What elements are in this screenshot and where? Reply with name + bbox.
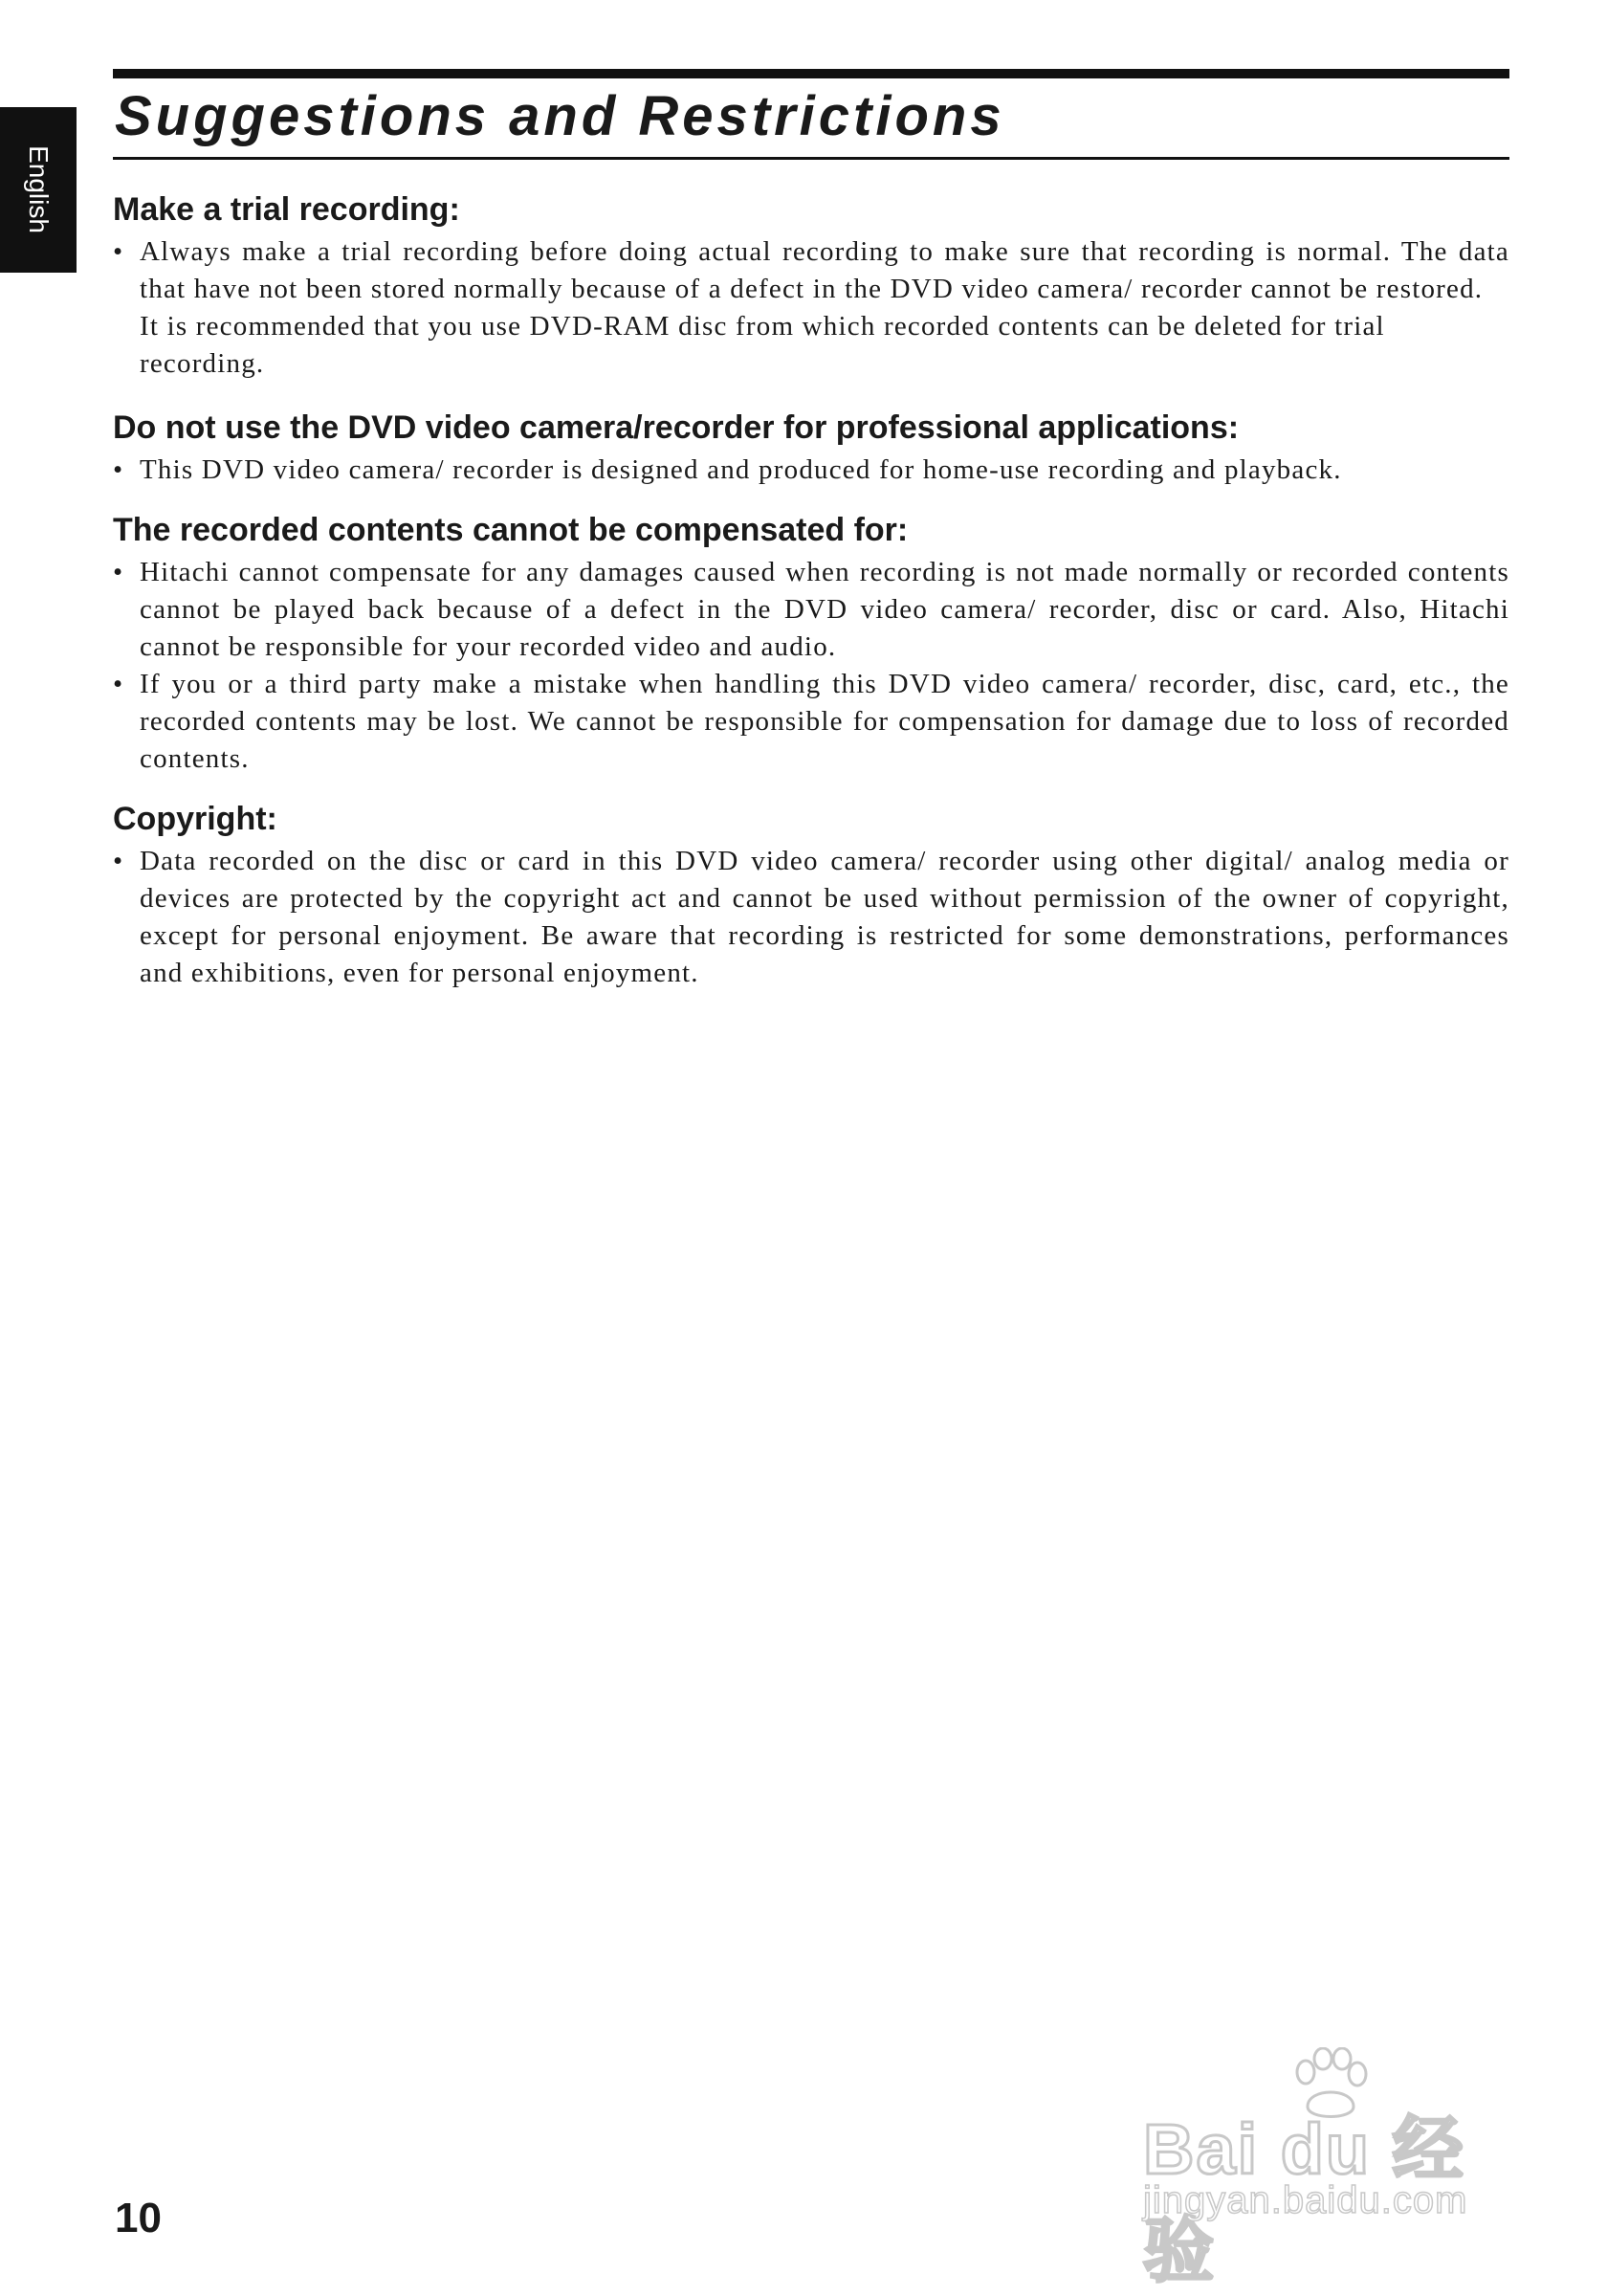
language-tab: [0, 107, 77, 273]
list-item: • Always make a trial recording before doing actual recording to make sure that recording is normal. The data that have not been stored normally because of a defect in the DVD video camera/ recorder cannot be restored.: [113, 233, 1509, 308]
section-heading: The recorded contents cannot be compensated for:: [113, 512, 909, 548]
bullet-list: [113, 233, 1509, 308]
watermark-brand: Bai du 经验: [1143, 2109, 1465, 2290]
header-rule-thin: [113, 157, 1509, 160]
section-professional-use: [113, 406, 1509, 489]
list-item: • If you or a third party make a mistake when handling this DVD video camera/ recorder, disc, card, etc., the recorded contents may be lost. We cannot be responsible for compensation for damage due to loss of recorded contents.: [113, 666, 1509, 778]
section-copyright: [113, 797, 1509, 992]
list-item: • This DVD video camera/ recorder is designed and produced for home-use recording and playback.: [113, 452, 1509, 489]
section-heading: Do not use the DVD video camera/recorder for professional applications:: [113, 409, 1240, 446]
watermark-url: jingyan.baidu.com: [1143, 2179, 1468, 2221]
main-content: [113, 188, 1509, 992]
header-rule-thick: [113, 69, 1509, 78]
bullet-list: [113, 843, 1509, 992]
language-tab-label: English: [24, 145, 54, 233]
page-number: 10: [115, 2195, 162, 2241]
continuation-text: It is recommended that you use DVD-RAM disc from which recorded contents can be deleted for trial recording.: [140, 311, 1385, 379]
list-item: • Data recorded on the disc or card in this DVD video camera/ recorder using other digital/ analog media or devices are protected by the copyright act and cannot be used without permission of the owner of copyright, except for personal enjoyment. Be aware that recording is restricted for some demonstrations, performances and exhibitions, even for personal enjoyment.: [113, 843, 1509, 992]
section-trial-recording: [113, 188, 1509, 383]
section-heading: Copyright:: [113, 801, 277, 837]
watermark: [1143, 2047, 1535, 2290]
bullet-list: [113, 554, 1509, 778]
bullet-list: [113, 452, 1509, 489]
list-item: • Hitachi cannot compensate for any damages caused when recording is not made normally or recorded contents cannot be played back because of a defect in the DVD video camera/ recorder, disc or card. Also, Hitachi cannot be responsible for your recorded video and audio.: [113, 554, 1509, 666]
section-compensation: [113, 508, 1509, 778]
section-heading: Make a trial recording:: [113, 191, 460, 228]
page-title: Suggestions and Restrictions: [115, 85, 1005, 147]
